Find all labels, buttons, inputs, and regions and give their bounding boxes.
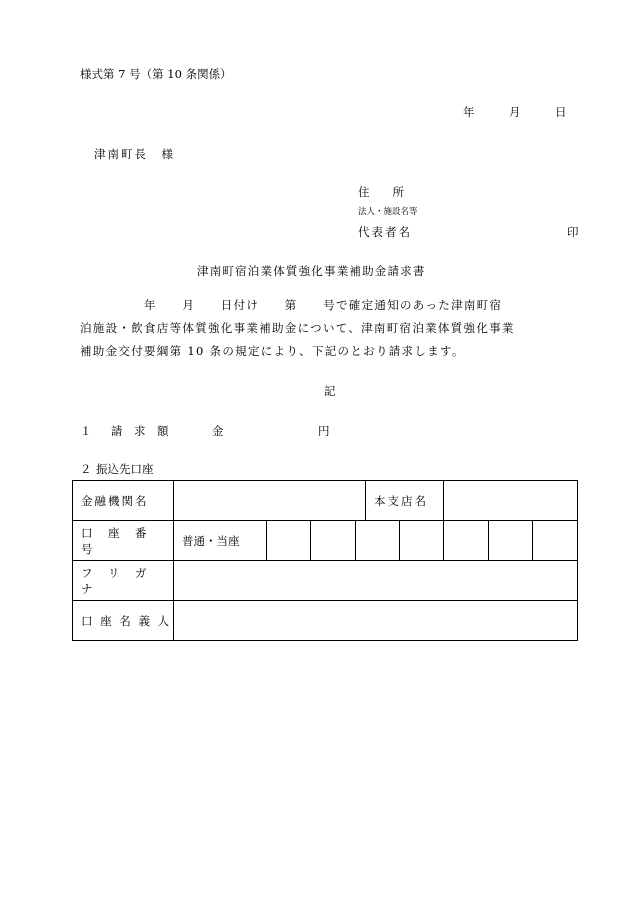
body-text (80, 294, 585, 363)
table-row (73, 481, 578, 521)
branch-name-field[interactable] (444, 481, 578, 521)
item1-label: 請 求 額 (111, 424, 169, 438)
representative-label: 代表者名 (358, 225, 412, 239)
address-label: 住 所 (358, 185, 404, 199)
account-digit-box[interactable] (356, 521, 400, 561)
form-number: 様式第 7 号（第 10 条関係） (80, 67, 232, 81)
branch-name-label: 本支店名 (366, 481, 444, 521)
date-year: 年 (463, 105, 475, 119)
account-number-label: 口 座 番 号 (73, 521, 174, 561)
item2-number: ２ (80, 462, 92, 476)
seal-mark: 印 (567, 225, 579, 239)
furigana-field[interactable] (174, 561, 578, 601)
item1-number: １ (80, 424, 92, 438)
body-line: 補助金交付要綱第 10 条の規定により、下記のとおり請求します。 (80, 344, 465, 358)
account-digit-box[interactable] (489, 521, 533, 561)
corp-name-label: 法人・施設名等 (358, 207, 418, 217)
furigana-label: フ リ ガ ナ (73, 561, 174, 601)
ki-heading: 記 (324, 384, 336, 398)
bank-name-field[interactable] (174, 481, 366, 521)
table-row (73, 561, 578, 601)
date-day: 日 (555, 105, 567, 119)
bank-name-label: 金融機関名 (73, 481, 174, 521)
account-type[interactable]: 普通・当座 (174, 521, 267, 561)
account-holder-field[interactable] (174, 601, 578, 641)
date-month: 月 (509, 105, 521, 119)
account-digit-box[interactable] (400, 521, 444, 561)
account-digit-box[interactable] (444, 521, 489, 561)
account-digit-box[interactable] (533, 521, 578, 561)
account-holder-label: 口 座 名 義 人 (73, 601, 174, 641)
addressee: 津南町長 様 (94, 147, 175, 161)
body-line: 泊施設・飲食店等体質強化事業補助金について、津南町宿泊業体質強化事業 (80, 321, 515, 335)
table-row (73, 521, 578, 561)
body-line: 年 月 日付け 第 号で確定通知のあった津南町宿 (80, 298, 503, 312)
account-table (72, 480, 578, 641)
document-title: 津南町宿泊業体質強化事業補助金請求書 (197, 264, 426, 278)
table-row (73, 601, 578, 641)
account-digit-box[interactable] (311, 521, 356, 561)
item2-label: 振込先口座 (96, 462, 154, 476)
item1-kin: 金 (212, 424, 224, 438)
account-digit-box[interactable] (267, 521, 311, 561)
item1-yen: 円 (318, 424, 330, 438)
